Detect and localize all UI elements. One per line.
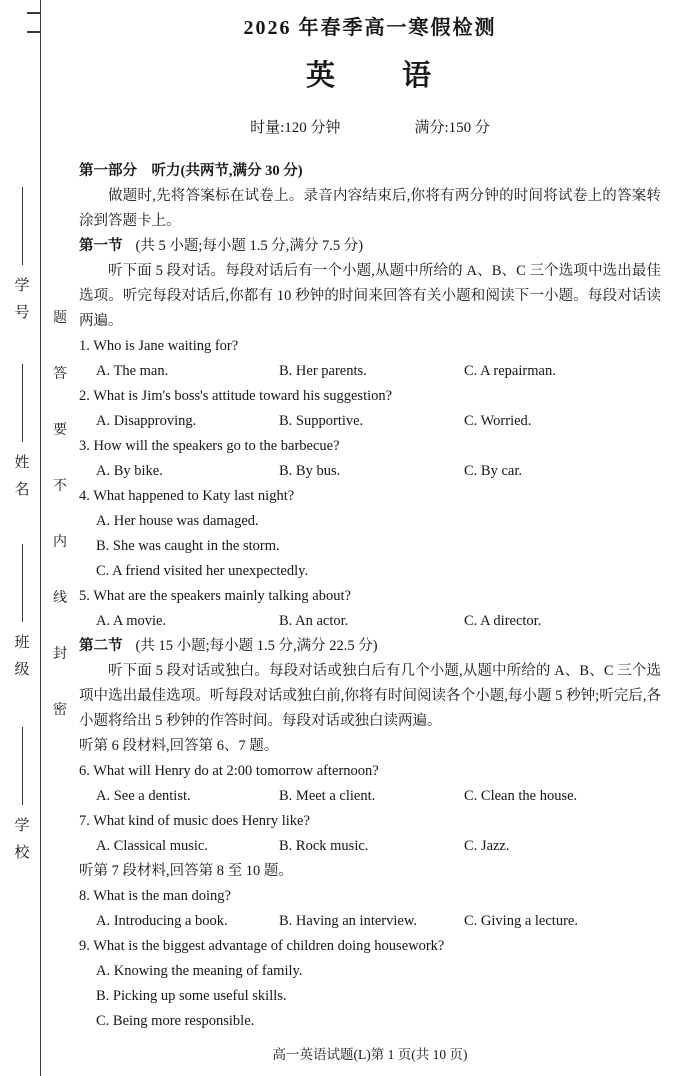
option-b: B. Her parents. bbox=[279, 363, 367, 379]
page-footer: 高一英语试题(L)第 1 页(共 10 页) bbox=[272, 1047, 468, 1062]
option-a: A. Knowing the meaning of family. bbox=[96, 963, 303, 979]
section1-intro: 听下面 5 段对话。每段对话后有一个小题,从题中所给的 A、B、C 三个选项中选出最佳选项。听完每段对话后,你都有 10 秒钟的时间来回答有关小题和阅读下一小题。每段对话读两遍。 bbox=[79, 263, 661, 329]
field-label-char: 名 bbox=[14, 482, 30, 498]
fill-in-line bbox=[22, 544, 23, 622]
seal-char: 密 bbox=[53, 703, 67, 718]
option-b: B. Rock music. bbox=[279, 838, 369, 854]
exam-body bbox=[79, 159, 661, 1034]
question-text: 1. Who is Jane waiting for? bbox=[79, 338, 239, 354]
question-1 bbox=[79, 334, 661, 384]
question-8 bbox=[79, 884, 661, 934]
option-a: A. A movie. bbox=[96, 613, 167, 629]
question-2-options bbox=[79, 409, 661, 434]
question-3-options bbox=[79, 459, 661, 484]
question-9-options bbox=[79, 959, 661, 1034]
question-4 bbox=[79, 484, 661, 584]
exam-content bbox=[79, 14, 661, 1034]
question-1-options bbox=[79, 359, 661, 384]
seal-char: 不 bbox=[53, 479, 67, 494]
option-b: B. Having an interview. bbox=[279, 913, 417, 929]
field-label-char: 号 bbox=[14, 305, 30, 321]
field-label-char: 学 bbox=[14, 818, 30, 834]
option-a: A. The man. bbox=[96, 363, 169, 379]
part1-heading: 第一部分 听力(共两节,满分 30 分) bbox=[79, 163, 303, 179]
seal-char: 线 bbox=[53, 591, 67, 606]
exam-info bbox=[79, 118, 661, 139]
option-c: C. Jazz. bbox=[464, 838, 510, 854]
question-5 bbox=[79, 584, 661, 634]
option-a: A. By bike. bbox=[96, 463, 163, 479]
field-label-char: 学 bbox=[14, 278, 30, 294]
option-c: C. Giving a lecture. bbox=[464, 913, 578, 929]
seal-line-text bbox=[51, 311, 69, 718]
cut-mark bbox=[27, 12, 40, 14]
option-a: A. See a dentist. bbox=[96, 788, 191, 804]
section2-intro: 听下面 5 段对话或独白。每段对话或独白后有几个小题,从题中所给的 A、B、C 三个选项中选出最佳选项。听每段对话或独白前,你将有时间阅读各个小题,每小题 5 秒钟;听完后,各小题将给出 5 秒钟的作答时间。每段对话或独白读两遍。 bbox=[79, 663, 661, 729]
question-text: 4. What happened to Katy last night? bbox=[79, 488, 295, 504]
seal-char: 题 bbox=[53, 311, 67, 326]
student-name-field bbox=[11, 364, 33, 504]
section1-heading bbox=[79, 234, 661, 259]
duration-label: 时量:120 分钟 bbox=[250, 120, 341, 136]
question-text: 5. What are the speakers mainly talking about? bbox=[79, 588, 351, 604]
question-9 bbox=[79, 934, 661, 1034]
question-text: 6. What will Henry do at 2:00 tomorrow afternoon? bbox=[79, 763, 379, 779]
question-5-options bbox=[79, 609, 661, 634]
school-field bbox=[11, 727, 33, 867]
question-2 bbox=[79, 384, 661, 434]
question-6 bbox=[79, 759, 661, 809]
section2-detail: (共 15 小题;每小题 1.5 分,满分 22.5 分) bbox=[135, 638, 378, 654]
seal-char: 封 bbox=[53, 647, 67, 662]
material-7-note: 听第 7 段材料,回答第 8 至 10 题。 bbox=[79, 863, 293, 879]
student-number-field bbox=[11, 187, 33, 327]
fill-in-line bbox=[22, 364, 23, 442]
full-score-label: 满分:150 分 bbox=[414, 120, 490, 136]
seal-char: 内 bbox=[53, 535, 67, 550]
option-c: C. Clean the house. bbox=[464, 788, 578, 804]
part1-intro: 做题时,先将答案标在试卷上。录音内容结束后,你将有两分钟的时间将试卷上的答案转涂到答题卡上。 bbox=[79, 188, 661, 229]
cut-mark bbox=[27, 31, 40, 33]
section2-label: 第二节 bbox=[79, 638, 123, 654]
option-a: A. Classical music. bbox=[96, 838, 208, 854]
option-c: C. Worried. bbox=[464, 413, 532, 429]
option-c: C. A friend visited her unexpectedly. bbox=[96, 563, 309, 579]
seal-char: 答 bbox=[53, 367, 67, 382]
material-6-note: 听第 6 段材料,回答第 6、7 题。 bbox=[79, 738, 279, 754]
question-7-options bbox=[79, 834, 661, 859]
question-text: 7. What kind of music does Henry like? bbox=[79, 813, 310, 829]
question-text: 3. How will the speakers go to the barbecue? bbox=[79, 438, 340, 454]
field-label-char: 班 bbox=[14, 635, 30, 651]
option-a: A. Disapproving. bbox=[96, 413, 197, 429]
option-a: A. Introducing a book. bbox=[96, 913, 228, 929]
question-6-options bbox=[79, 784, 661, 809]
question-7 bbox=[79, 809, 661, 859]
field-label-char: 级 bbox=[14, 662, 30, 678]
question-3 bbox=[79, 434, 661, 484]
option-a: A. Her house was damaged. bbox=[96, 513, 259, 529]
field-label-char: 姓 bbox=[14, 455, 30, 471]
option-b: B. An actor. bbox=[279, 613, 349, 629]
class-field bbox=[11, 544, 33, 684]
question-text: 8. What is the man doing? bbox=[79, 888, 231, 904]
seal-char: 要 bbox=[53, 423, 67, 438]
option-c: C. Being more responsible. bbox=[96, 1013, 255, 1029]
option-b: B. Meet a client. bbox=[279, 788, 376, 804]
option-b: B. Picking up some useful skills. bbox=[96, 988, 287, 1004]
option-b: B. By bus. bbox=[279, 463, 341, 479]
option-c: C. By car. bbox=[464, 463, 522, 479]
question-text: 2. What is Jim's boss's attitude toward his suggestion? bbox=[79, 388, 393, 404]
field-label-char: 校 bbox=[14, 845, 30, 861]
margin-divider-line bbox=[40, 0, 41, 1076]
option-b: B. She was caught in the storm. bbox=[96, 538, 280, 554]
question-text: 9. What is the biggest advantage of children doing housework? bbox=[79, 938, 445, 954]
question-8-options bbox=[79, 909, 661, 934]
section1-detail: (共 5 小题;每小题 1.5 分,满分 7.5 分) bbox=[135, 238, 364, 254]
fill-in-line bbox=[22, 187, 23, 265]
option-b: B. Supportive. bbox=[279, 413, 364, 429]
option-c: C. A repairman. bbox=[464, 363, 556, 379]
subject-title: 英 语 bbox=[305, 60, 434, 92]
option-c: C. A director. bbox=[464, 613, 542, 629]
section1-label: 第一节 bbox=[79, 238, 123, 254]
fill-in-line bbox=[22, 727, 23, 805]
exam-title: 2026 年春季高一寒假检测 bbox=[243, 17, 497, 39]
question-4-options bbox=[79, 509, 661, 584]
section2-heading bbox=[79, 634, 661, 659]
